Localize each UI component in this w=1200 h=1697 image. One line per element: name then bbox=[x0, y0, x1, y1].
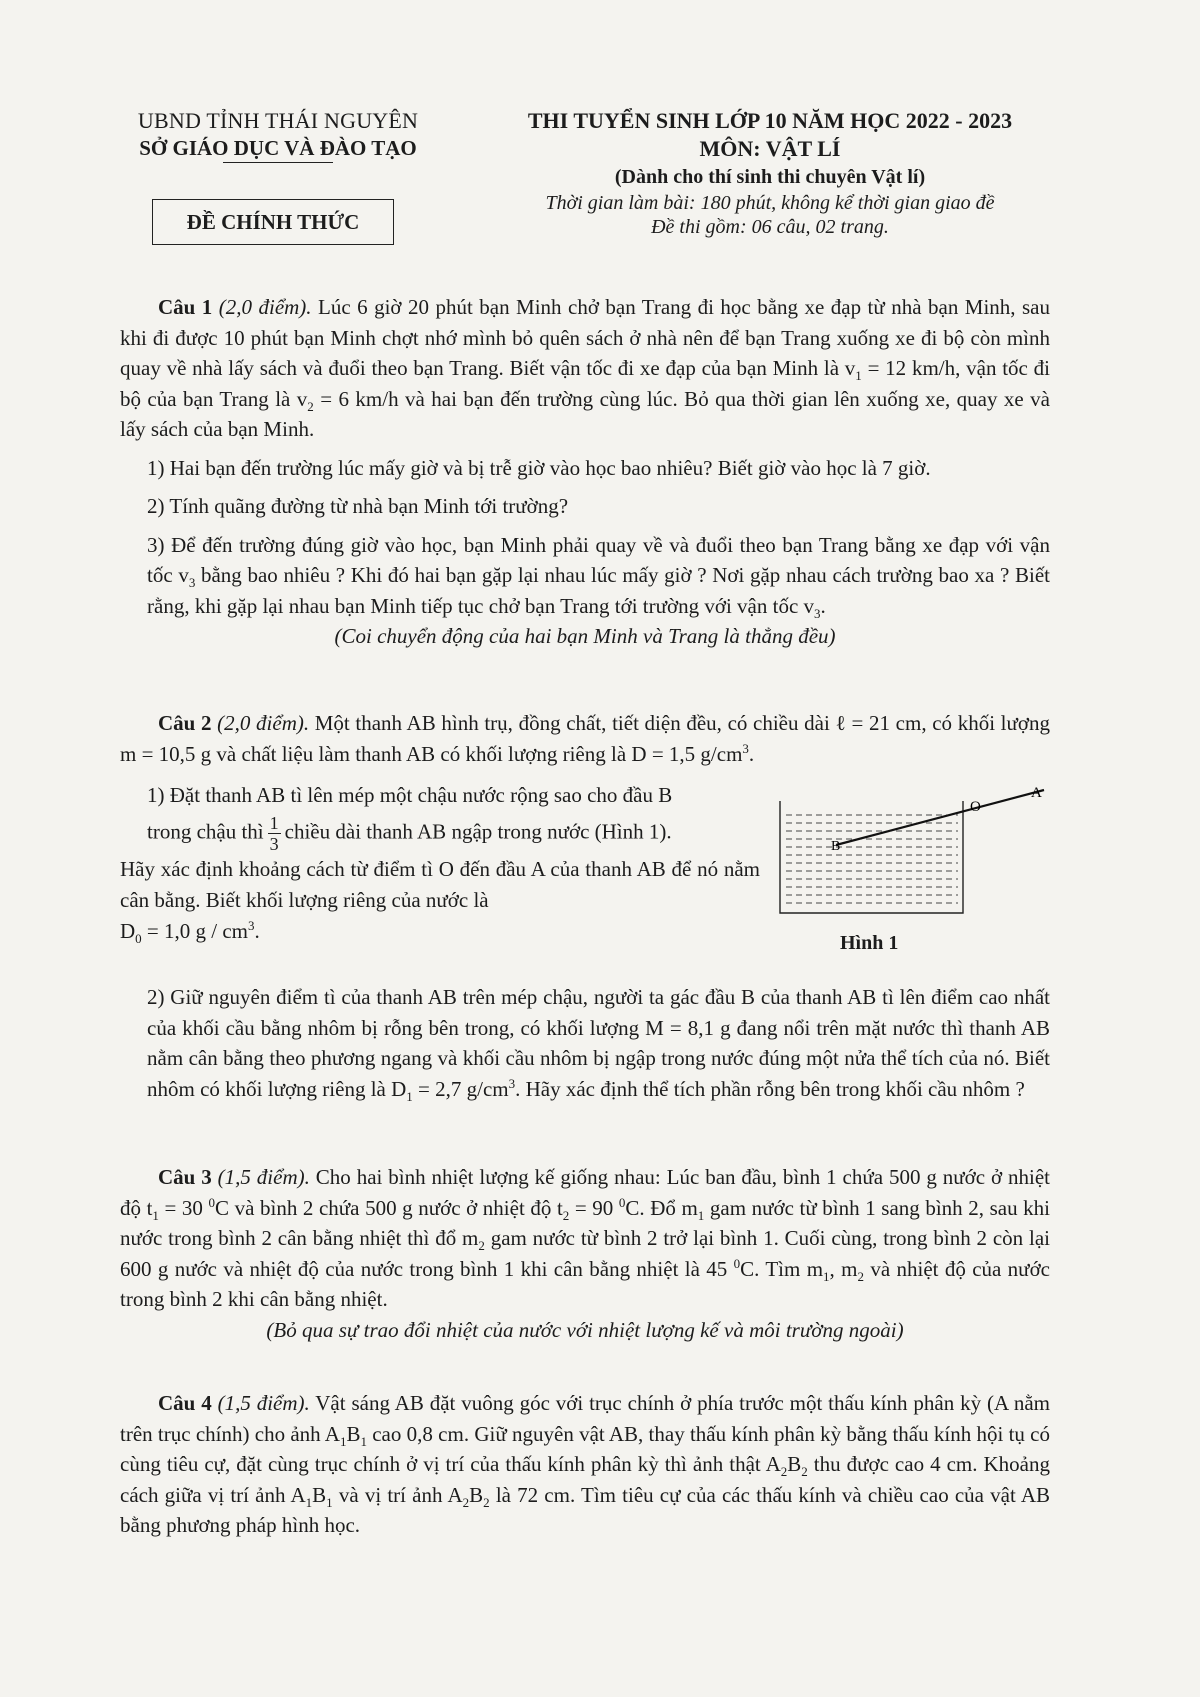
fraction bbox=[268, 813, 281, 854]
q3-text-part: , m bbox=[829, 1256, 858, 1281]
q3-sub: 2 bbox=[857, 1268, 864, 1284]
q2-part1-text: chiều dài thanh AB ngập trong nước (Hình 1). bbox=[284, 819, 672, 844]
q4-text-part: cao 0,8 cm. Giữ nguyên vật AB, thay thấu kính phân kỳ bằng thấu kính hội tụ có cùng tiêu cự, đặt cùng trục chính ở vị trí của thấu kính phân kỳ thì ảnh thật A bbox=[120, 1421, 1051, 1476]
q2-part2-text: = 2,7 g/cm bbox=[412, 1076, 509, 1101]
q3-text-part: và nhiệt độ của nước trong bình 2 khi cân bằng nhiệt. bbox=[120, 1256, 1050, 1311]
label-a: A bbox=[1031, 785, 1042, 801]
q2-part1-text: = 1,0 g / cm bbox=[141, 919, 249, 943]
q2-part1-text: D bbox=[120, 919, 136, 943]
q3-sup: 0 bbox=[733, 1255, 741, 1271]
question-2-part-1 bbox=[120, 780, 760, 947]
q3-text-part: Cho hai bình nhiệt lượng kế giống nhau: Lúc ban đầu, bình 1 chứa 500 g nước ở nhiệt độ t bbox=[120, 1165, 1050, 1220]
q2-part2-text: . Hãy xác định thể tích phần rỗng bên trong khối cầu nhôm ? bbox=[515, 1076, 1025, 1101]
rod-ab bbox=[836, 790, 1044, 845]
q1-sub: 2 bbox=[307, 398, 314, 414]
q2-part1-text: . bbox=[254, 919, 260, 943]
q2-sup: 3 bbox=[248, 918, 255, 933]
q1-part-1: 1) Hai bạn đến trường lúc mấy giờ và bị trễ giờ vào học bao nhiêu? Biết giờ vào học là 7 giờ. bbox=[147, 455, 931, 480]
header-underline bbox=[223, 162, 333, 163]
q3-text-part: = 90 bbox=[569, 1195, 619, 1220]
q1-sub: 1 bbox=[855, 368, 862, 384]
q1-intro-text: = 6 km/h và hai bạn đến trường cùng lúc. Bỏ qua thời gian lên xuống xe, quay xe và lấy sách của bạn Minh. bbox=[120, 386, 1050, 441]
q4-label: Câu 4 bbox=[158, 1391, 212, 1415]
fraction-denominator: 3 bbox=[269, 834, 279, 854]
q4-text-part: B bbox=[346, 1421, 361, 1446]
official-label: ĐỀ CHÍNH THỨC bbox=[186, 209, 360, 234]
question-4 bbox=[120, 1388, 1050, 1541]
q2-part1-line4 bbox=[120, 916, 760, 947]
q4-sub: 2 bbox=[780, 1464, 788, 1480]
q1-sub: 3 bbox=[188, 575, 196, 591]
q4-text-part: B bbox=[312, 1482, 327, 1507]
q3-sub: 2 bbox=[478, 1238, 485, 1254]
exam-title: THI TUYỂN SINH LỚP 10 NĂM HỌC 2022 - 2023 bbox=[527, 108, 1013, 133]
q2-intro bbox=[120, 708, 1050, 769]
q2-sub: 0 bbox=[135, 931, 142, 947]
q4-text-part: thu được cao 4 cm. Khoảng cách giữa vị trí ảnh A bbox=[120, 1452, 1050, 1507]
page-count: Đề thi gồm: 06 câu, 02 trang. bbox=[651, 216, 889, 238]
q2-intro-text: Một thanh AB hình trụ, đồng chất, tiết diện đều, có chiều dài ℓ = 21 cm, có khối lượng m = 10,5 g và chất liệu làm thanh AB có khối lượng riêng là D = 1,5 g/cm bbox=[120, 711, 1050, 766]
q2-label: Câu 2 bbox=[158, 711, 212, 735]
q4-text-part: và vị trí ảnh A bbox=[332, 1482, 463, 1507]
audience: (Dành cho thí sinh thi chuyên Vật lí) bbox=[614, 166, 926, 188]
official-badge bbox=[152, 199, 394, 245]
header-right bbox=[470, 108, 1070, 239]
q1-part3-text: 3) Để đến trường đúng giờ vào học, bạn Minh phải quay về và đuổi theo bạn Trang bằng xe đạp với vận tốc v bbox=[147, 532, 1050, 587]
q3-text-part: gam nước từ bình 1 sang bình 2, sau khi nước trong bình 2 cân bằng nhiệt thì đổ m bbox=[120, 1195, 1050, 1250]
q3-text-part: C. Tìm m bbox=[740, 1256, 824, 1281]
q1-note: (Coi chuyển động của hai bạn Minh và Trang là thẳng đều) bbox=[334, 624, 836, 648]
q2-sub: 1 bbox=[406, 1088, 413, 1104]
q2-points: (2,0 điểm). bbox=[217, 711, 310, 735]
label-o: O bbox=[970, 799, 981, 815]
q1-part-3 bbox=[120, 530, 1050, 622]
q1-intro-text: Lúc 6 giờ 20 phút bạn Minh chở bạn Trang đi học bằng xe đạp từ nhà bạn Minh, sau khi đi được 10 phút bạn Minh chợt nhớ mình bỏ quên sách ở nhà nên để bạn Trang xuống xe đi bộ còn mình quay về nhà lấy sách và đuổi theo bạn Trang. Biết vận tốc đi xe đạp của bạn Minh là v bbox=[120, 295, 1051, 380]
q2-part1-line2 bbox=[120, 813, 760, 854]
q4-sub: 1 bbox=[339, 1433, 347, 1449]
q2-part2-text: 2) Giữ nguyên điểm tì của thanh AB trên mép chậu, người ta gác đầu B của thanh AB tì lên điểm cao nhất của khối cầu bằng nhôm bị rỗng bên trong, có khối lượng M = 8,1 g đang nổi trên mặt nước thì thanh AB nằm cân bằng theo phương ngang và khối cầu nhôm bị ngập trong nước đúng một nửa thể tích của nó. Biết nhôm có khối lượng riêng là D bbox=[147, 985, 1050, 1101]
q1-intro-text: = 12 km/h, vận tốc đi bộ của bạn Trang là v bbox=[120, 356, 1050, 411]
header-left bbox=[118, 108, 438, 163]
q3-sup: 0 bbox=[618, 1194, 626, 1210]
q2-sup: 3 bbox=[508, 1075, 516, 1091]
q2-part1-line3: Hãy xác định khoảng cách từ điểm tì O đến đầu A của thanh AB để nó nằm cân bằng. Biết khối lượng riêng của nước là bbox=[120, 857, 760, 912]
q1-part3-text: . bbox=[820, 593, 826, 618]
q1-intro bbox=[120, 292, 1050, 445]
q3-sub: 1 bbox=[152, 1207, 159, 1223]
q4-points: (1,5 điểm). bbox=[217, 1391, 310, 1415]
q1-sub: 3 bbox=[814, 605, 821, 621]
question-2-part-2 bbox=[120, 982, 1050, 1104]
question-3 bbox=[120, 1162, 1050, 1345]
q1-part3-text: bằng bao nhiêu ? Khi đó hai bạn gặp lại nhau lúc mấy giờ ? Nơi gặp nhau cách trường bao xa ? Biết rằng, khi gặp lại nhau bạn Minh tiếp tục chở bạn Trang tới trường với vận tốc v bbox=[147, 563, 1051, 618]
q4-text-part: là 72 cm. Tìm tiêu cự của các thấu kính và chiều cao của vật AB bằng phương pháp hình học. bbox=[120, 1482, 1050, 1537]
label-b: B bbox=[831, 839, 841, 854]
subject: MÔN: VẬT LÍ bbox=[699, 136, 841, 161]
q3-label: Câu 3 bbox=[158, 1165, 212, 1189]
q3-text-part: C. Đổ m bbox=[625, 1195, 698, 1220]
q4-sub: 1 bbox=[305, 1494, 313, 1510]
q2-intro-text: . bbox=[748, 741, 755, 766]
q4-text-part: Vật sáng AB đặt vuông góc với trục chính ở phía trước một thấu kính phân kỳ (A nằm trên trục chính) cho ảnh A bbox=[120, 1391, 1050, 1446]
q2-part-2 bbox=[120, 982, 1050, 1104]
q4-sub: 2 bbox=[801, 1464, 808, 1480]
q3-sub: 1 bbox=[823, 1268, 830, 1284]
q4-text-part: B bbox=[469, 1482, 484, 1507]
q3-note: (Bỏ qua sự trao đổi nhiệt của nước với nhiệt lượng kế và môi trường ngoài) bbox=[266, 1317, 904, 1342]
q2-part1-line1: 1) Đặt thanh AB tì lên mép một chậu nước rộng sao cho đầu B bbox=[147, 783, 673, 807]
q4-sub: 2 bbox=[462, 1494, 470, 1510]
water-dashes bbox=[786, 815, 958, 903]
q3-sup: 0 bbox=[208, 1194, 215, 1210]
q1-part-2: 2) Tính quãng đường từ nhà bạn Minh tới trường? bbox=[147, 494, 569, 518]
q3-text-part: = 30 bbox=[158, 1195, 209, 1220]
q3-text-part: gam nước từ bình 2 trở lại bình 1. Cuối cùng, trong bình 2 còn lại 600 g nước và nhiệt độ của nước trong bình 1 khi cân bằng nhiệt là 45 bbox=[120, 1226, 1051, 1281]
figure-1 bbox=[778, 785, 1050, 965]
question-2-intro bbox=[120, 708, 1050, 769]
q4-sub: 1 bbox=[326, 1494, 333, 1510]
q4-sub: 2 bbox=[483, 1494, 490, 1510]
province-name: UBND TỈNH THÁI NGUYÊN bbox=[137, 108, 419, 133]
q2-sup: 3 bbox=[742, 740, 749, 756]
q3-sub: 1 bbox=[697, 1207, 705, 1223]
q1-label: Câu 1 bbox=[158, 295, 213, 319]
q3-text bbox=[120, 1162, 1050, 1315]
fraction-numerator: 1 bbox=[269, 813, 279, 833]
q4-text bbox=[120, 1388, 1050, 1541]
time-limit: Thời gian làm bài: 180 phút, không kể thời gian giao đề bbox=[545, 192, 995, 214]
department-name: SỞ GIÁO DỤC VÀ ĐÀO TẠO bbox=[139, 136, 417, 160]
q2-part1-text: trong chậu thì bbox=[147, 819, 264, 844]
figure-caption: Hình 1 bbox=[840, 932, 899, 954]
q1-points: (2,0 điểm). bbox=[218, 295, 312, 319]
q3-sub: 2 bbox=[562, 1207, 570, 1223]
q3-points: (1,5 điểm). bbox=[217, 1165, 310, 1189]
q4-text-part: B bbox=[787, 1452, 802, 1476]
question-1 bbox=[120, 292, 1050, 652]
q4-sub: 1 bbox=[360, 1433, 367, 1449]
q3-text-part: C và bình 2 chứa 500 g nước ở nhiệt độ t bbox=[215, 1195, 563, 1220]
